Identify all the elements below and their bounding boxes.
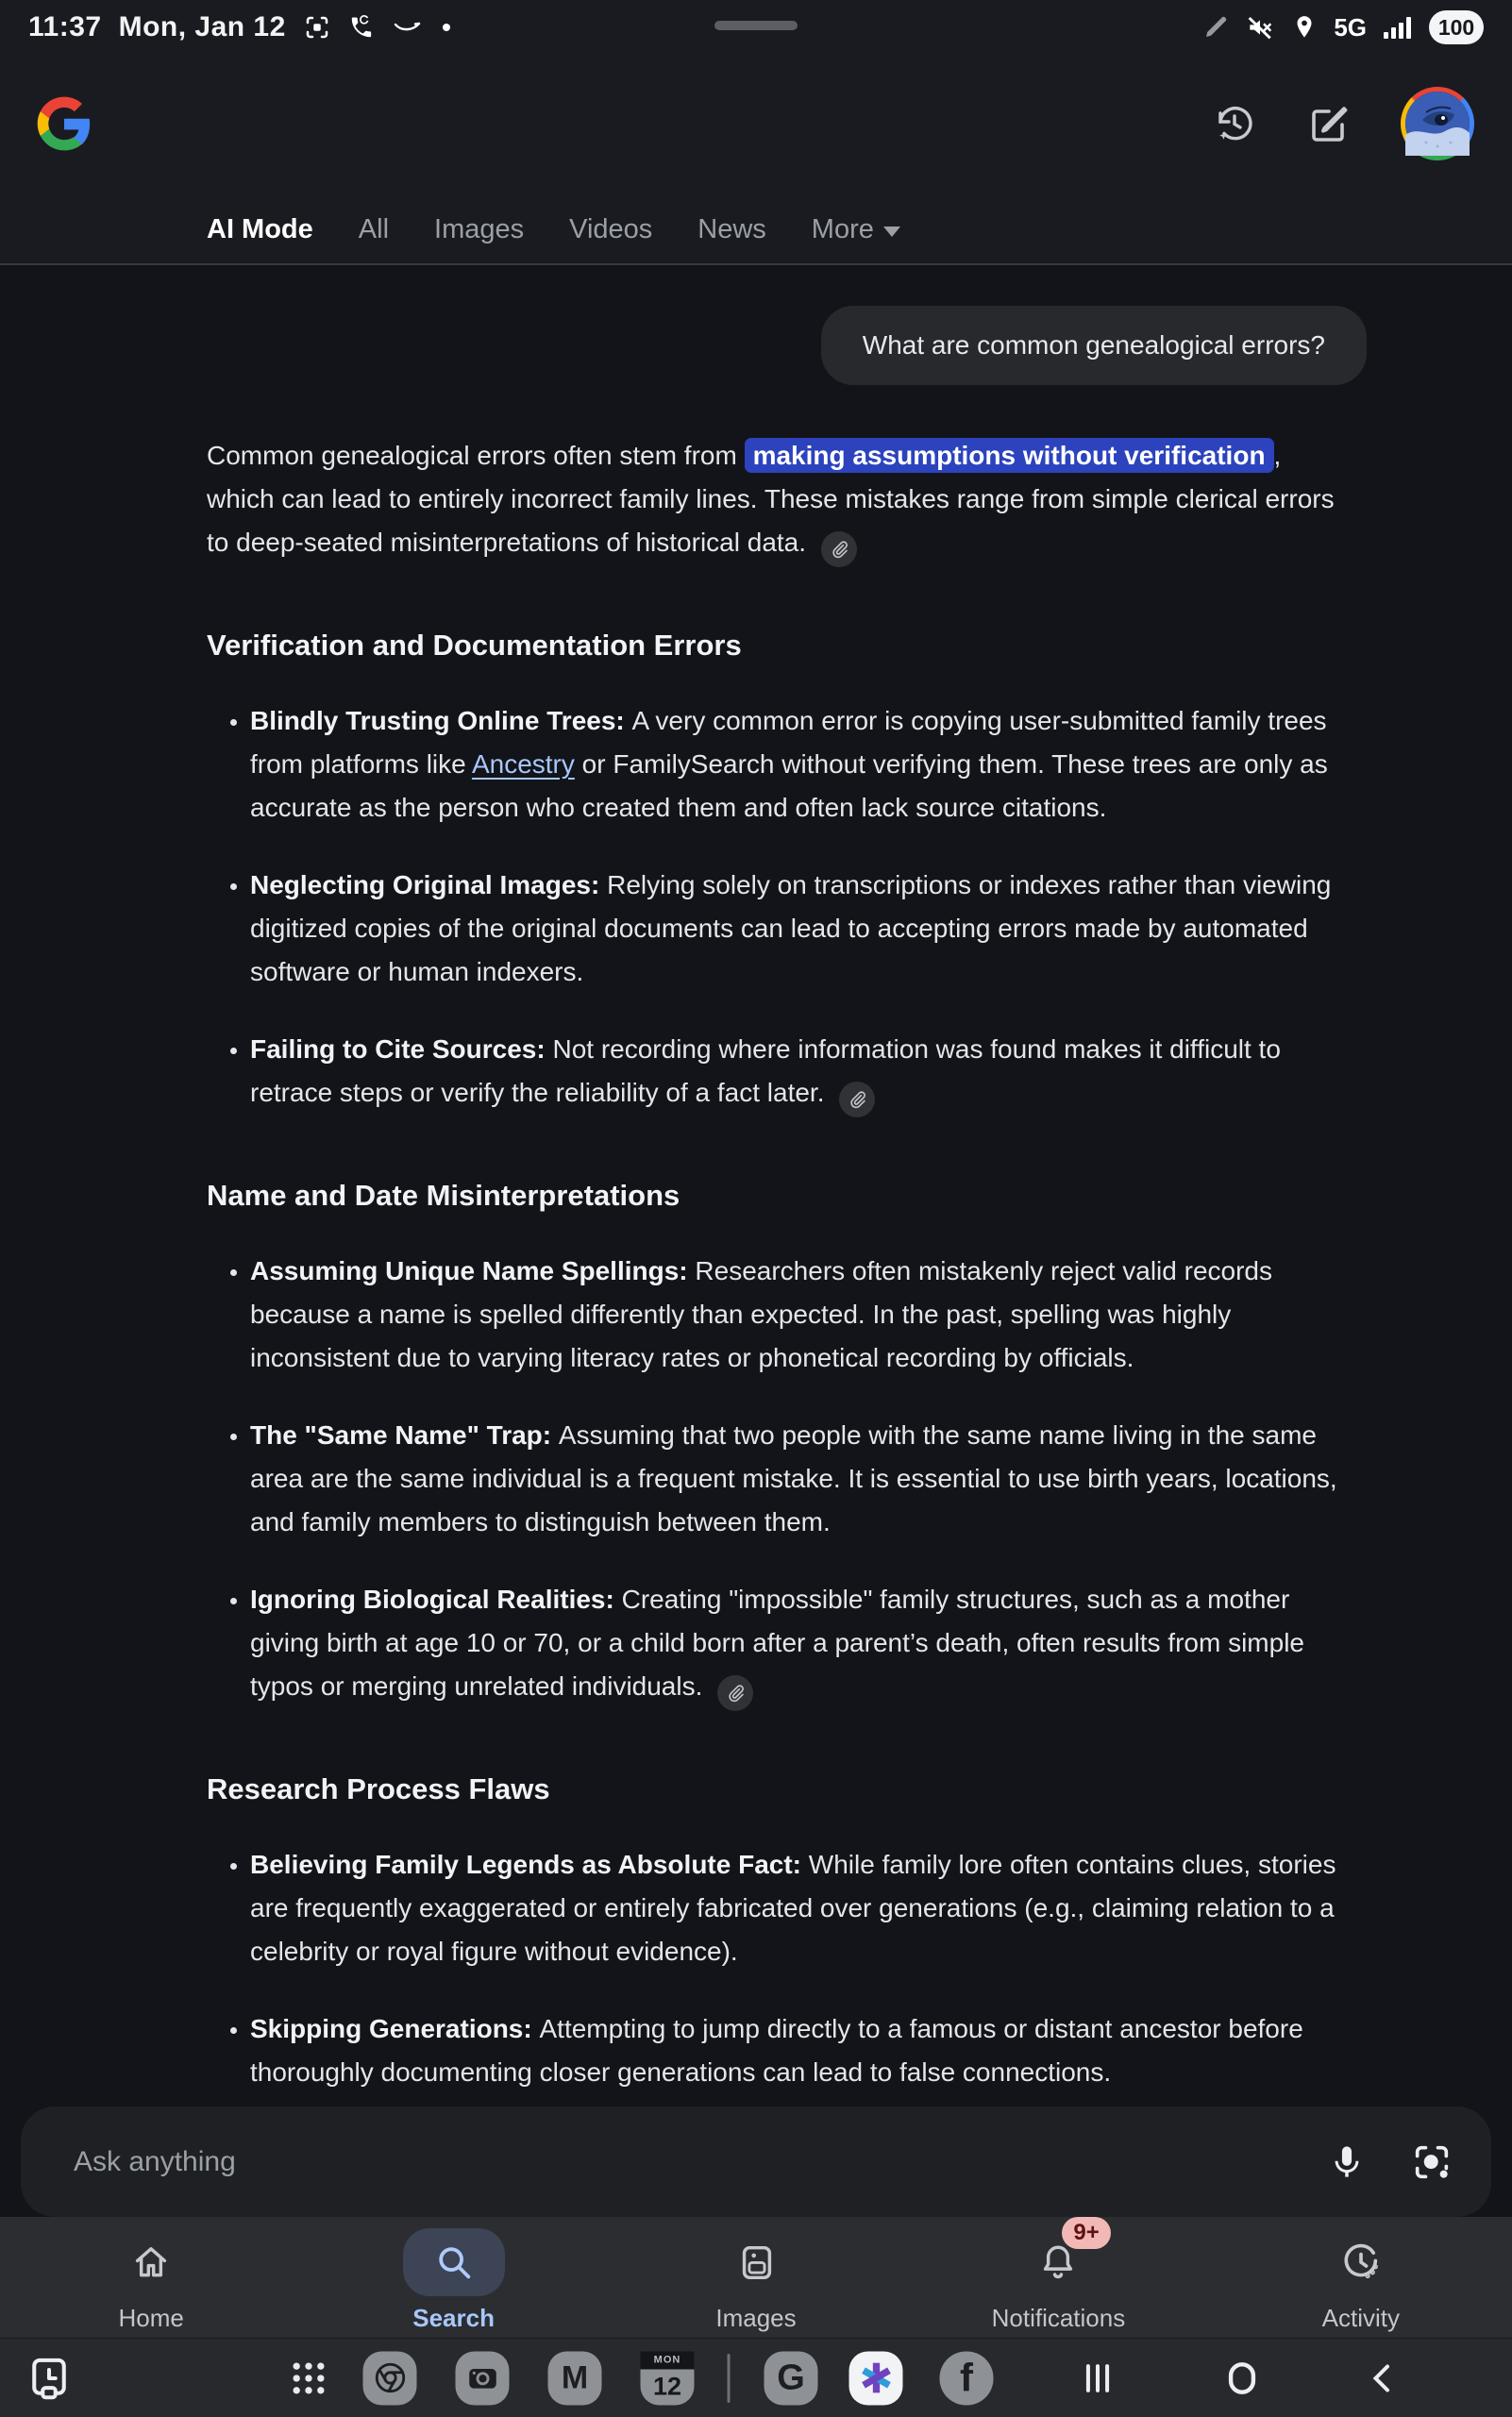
calendar-weekday: MON [641, 2351, 695, 2369]
bold-lead: Assuming Unique Name Spellings: [250, 1256, 696, 1285]
tab-videos[interactable] [569, 214, 652, 245]
ask-input-placeholder: Ask anything [74, 2145, 236, 2177]
citation-chip[interactable] [821, 531, 857, 567]
google-app-icon[interactable] [764, 2351, 818, 2405]
mute-icon [1245, 12, 1275, 42]
chevron-down-icon [883, 227, 900, 237]
battery-indicator: 100 [1429, 10, 1484, 44]
bullet-list [207, 1250, 1344, 1711]
ask-input[interactable] [21, 2106, 1491, 2217]
profile-avatar[interactable] [1401, 87, 1474, 160]
nav-item-label: Search [412, 2304, 495, 2332]
screenshot-frame-icon [303, 13, 331, 42]
user-query-bubble[interactable]: What are common genealogical errors? [821, 306, 1367, 385]
network-type-label: 5G [1334, 12, 1367, 42]
nav-item-label: Activity [1321, 2304, 1400, 2332]
nav-item-label: Home [118, 2304, 184, 2332]
call-status-icon [348, 14, 375, 41]
tab-all[interactable] [359, 214, 389, 245]
drag-handle[interactable] [714, 21, 798, 30]
answer-text: Common genealogical errors often stem from [207, 441, 745, 470]
nav-item-label: Images [715, 2304, 797, 2332]
citation-chip[interactable] [839, 1082, 875, 1117]
highlighted-phrase[interactable]: making assumptions without verification [745, 438, 1274, 473]
gmail-glyph: M [561, 2359, 589, 2395]
swoosh-status-icon [392, 16, 424, 39]
camera-app-icon[interactable] [456, 2351, 510, 2405]
tab-ai-mode[interactable] [207, 214, 313, 245]
bold-lead: Neglecting Original Images: [250, 870, 608, 899]
notification-dot-icon [441, 22, 452, 33]
bold-lead: Blindly Trusting Online Trees: [250, 706, 632, 735]
activity-icon [1310, 2228, 1412, 2296]
nav-item-home[interactable] [0, 2217, 302, 2338]
signal-bars-icon [1382, 13, 1414, 42]
nav-item-search[interactable] [302, 2217, 604, 2338]
notification-count-badge: 9+ [1062, 2217, 1110, 2249]
microphone-icon[interactable] [1325, 2140, 1369, 2184]
compose-icon[interactable] [1306, 101, 1352, 146]
answer-text: A very common error is copying user-submitted family trees from platforms like [250, 706, 1327, 779]
ask-bar-zone [0, 2091, 1512, 2217]
section-heading: Verification and Documentation Errors [207, 629, 742, 662]
calendar-app-icon[interactable] [641, 2351, 695, 2405]
nav-item-label: Notifications [991, 2304, 1126, 2332]
search-tabs [207, 198, 1512, 260]
list-item [250, 2007, 1344, 2094]
citation-chip[interactable] [717, 1675, 753, 1711]
nav-item-activity[interactable] [1210, 2217, 1512, 2338]
gmail-app-icon[interactable] [548, 2351, 602, 2405]
recents-button[interactable] [1077, 2358, 1118, 2399]
tab-more[interactable] [812, 214, 900, 245]
home-icon [100, 2228, 202, 2296]
status-time: 11:37 [28, 11, 102, 42]
list-item [250, 864, 1344, 994]
bold-lead: Ignoring Biological Realities: [250, 1585, 622, 1614]
section-heading: Research Process Flaws [207, 1772, 550, 1805]
answer-text: Creating "impossible" family structures, such as a mother giving birth at age 10 or 70, or a child born after a parent’s death, often results from simple typos or merging unrelated individuals. [250, 1585, 1304, 1701]
ai-mode-conversation [0, 265, 1512, 2091]
tab-label: AI Mode [207, 213, 313, 244]
taskbar-separator [728, 2354, 731, 2403]
avatar-image [1405, 92, 1470, 156]
status-bar [0, 0, 1512, 55]
google-glyph: G [777, 2358, 805, 2397]
history-icon[interactable] [1212, 101, 1257, 146]
answer-intro-paragraph [207, 434, 1344, 567]
tab-label: News [697, 213, 766, 244]
list-item [250, 1414, 1344, 1544]
asterisk-app-icon[interactable] [849, 2351, 903, 2405]
bottom-navigation [0, 2217, 1512, 2338]
answer-text: Assuming that two people with the same name living in the same area are the same individual is a frequent mistake. It is essential to use birth years, locations, and family members to distinguish between them. [250, 1420, 1337, 1536]
list-item [250, 1578, 1344, 1711]
tab-label: Videos [569, 213, 653, 244]
calendar-day: 12 [652, 2372, 682, 2401]
stylus-pen-icon [1201, 13, 1230, 42]
bold-lead: Believing Family Legends as Absolute Fact: [250, 1850, 809, 1879]
answer-text: Attempting to jump directly to a famous or distant ancestor before thoroughly documenting closer generations can lead to false connections. [250, 2014, 1303, 2087]
facebook-glyph: f [960, 2355, 973, 2400]
bold-lead: The "Same Name" Trap: [250, 1420, 559, 1450]
screen-time-icon[interactable] [24, 2353, 75, 2404]
taskbar [0, 2338, 1512, 2417]
nav-item-notifications[interactable] [907, 2217, 1209, 2338]
header-zone [0, 0, 1512, 265]
answer-text: or FamilySearch without verifying them. These trees are only as accurate as the person who created them and often lack source citations. [250, 749, 1328, 822]
location-icon [1290, 13, 1319, 42]
facebook-app-icon[interactable] [940, 2351, 994, 2405]
list-item [250, 1843, 1344, 1973]
tab-label: More [811, 213, 874, 244]
status-date: Mon, Jan 12 [118, 11, 286, 42]
answer-text: Researchers often mistakenly reject valid records because a name is spelled differently than expected. In the past, spelling was highly inconsistent due to varying literacy rates or phonetical recording by officials. [250, 1256, 1272, 1372]
notifications-icon [1007, 2220, 1109, 2296]
back-button[interactable] [1364, 2359, 1402, 2397]
tab-news[interactable] [697, 214, 766, 245]
app-bar [0, 55, 1512, 196]
google-logo[interactable] [35, 94, 93, 153]
ancestry-link[interactable]: Ancestry [471, 749, 575, 779]
tab-label: Images [434, 213, 525, 244]
section-heading: Name and Date Misinterpretations [207, 1179, 680, 1212]
answer-text: Relying solely on transcriptions or indexes rather than viewing digitized copies of the original documents can lead to accepting errors made by automated software or human indexers. [250, 870, 1332, 986]
google-lens-icon[interactable] [1410, 2140, 1453, 2184]
home-button[interactable] [1221, 2358, 1263, 2399]
answer-text: While family lore often contains clues, stories are frequently exaggerated or entirely fabricated over generations (e.g., claiming relation to a celebrity or royal figure without evidence). [250, 1850, 1336, 1966]
tab-images[interactable] [434, 214, 524, 245]
list-item [250, 1028, 1344, 1117]
list-item [250, 699, 1344, 830]
bold-lead: Failing to Cite Sources: [250, 1034, 553, 1064]
list-item [250, 1250, 1344, 1380]
search-icon [403, 2228, 505, 2296]
answer-text: Not recording where information was found makes it difficult to retrace steps or verify the reliability of a fact later. [250, 1034, 1281, 1107]
nav-item-images[interactable] [605, 2217, 907, 2338]
images-icon [705, 2228, 807, 2296]
bullet-list [207, 699, 1344, 1117]
answer-sections [207, 626, 1344, 2258]
chrome-app-icon[interactable] [363, 2351, 417, 2405]
bold-lead: Skipping Generations: [250, 2014, 540, 2043]
answer-text: , which can lead to entirely incorrect family lines. These mistakes range from simple clerical errors to deep-seated misinterpretations of historical data. [207, 441, 1335, 557]
tab-label: All [358, 213, 390, 244]
app-grid-icon[interactable] [288, 2358, 329, 2399]
